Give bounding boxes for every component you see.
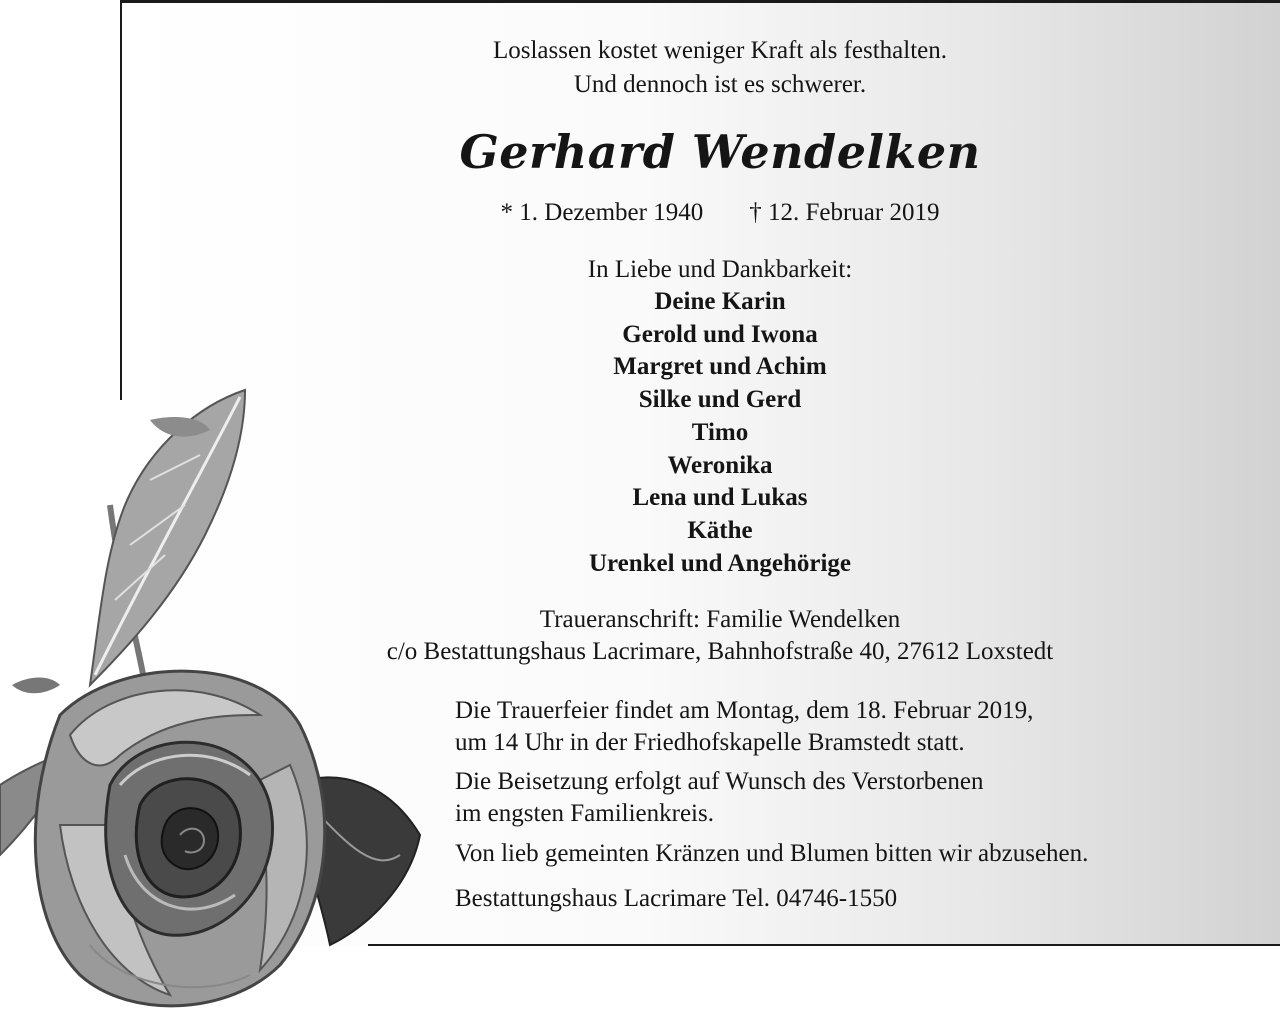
ceremony-info	[455, 695, 1245, 759]
mourners-intro: In Liebe und Dankbarkeit:	[587, 256, 853, 283]
list-item: Urenkel und Angehörige	[588, 549, 852, 577]
panel-border-left	[120, 0, 122, 400]
birth-date: * 1. Dezember 1940	[500, 199, 704, 226]
list-item: Gerold und Iwona	[622, 320, 818, 348]
panel-border-top	[120, 0, 1280, 3]
ceremony-line-1: Die Trauerfeier findet am Montag, dem 18. Februar 2019,	[455, 697, 1034, 724]
motto-line-2: Und dennoch ist es schwerer.	[573, 71, 867, 98]
list-item: Deine Karin	[654, 288, 786, 315]
burial-line-2: im engsten Familienkreis.	[455, 800, 714, 827]
life-dates	[290, 196, 1150, 230]
flowers-line: Von lieb gemeinten Kränzen und Blumen bitten wir abzusehen.	[455, 840, 1089, 867]
death-date: † 12. Februar 2019	[749, 199, 940, 226]
list-item: Weronika	[667, 451, 773, 479]
undertaker-line: Bestattungshaus Lacrimare Tel. 04746-1550	[455, 885, 898, 912]
rose-icon	[0, 385, 440, 1020]
motto-line-1: Loslassen kostet weniger Kraft als festhalten.	[492, 37, 948, 64]
ceremony-line-2: um 14 Uhr in der Friedhofskapelle Bramstedt statt.	[455, 729, 965, 756]
motto	[290, 34, 1150, 102]
deceased-name: Gerhard Wendelken	[459, 125, 981, 179]
undertaker-contact	[455, 883, 1245, 915]
list-item: Lena und Lukas	[632, 484, 808, 512]
flowers-note	[455, 838, 1245, 870]
list-item: Margret und Achim	[613, 353, 827, 381]
list-item: Käthe	[687, 516, 753, 544]
list-item: Silke und Gerd	[638, 386, 802, 414]
panel-border-bottom	[368, 944, 1280, 946]
address-line-2: c/o Bestattungshaus Lacrimare, Bahnhofstraße 40, 27612 Loxstedt	[386, 638, 1054, 665]
list-item: Timo	[691, 418, 749, 446]
address-line-1: Traueranschrift: Familie Wendelken	[539, 606, 901, 633]
burial-info	[455, 766, 1245, 830]
burial-line-1: Die Beisetzung erfolgt auf Wunsch des Verstorbenen	[455, 768, 984, 795]
